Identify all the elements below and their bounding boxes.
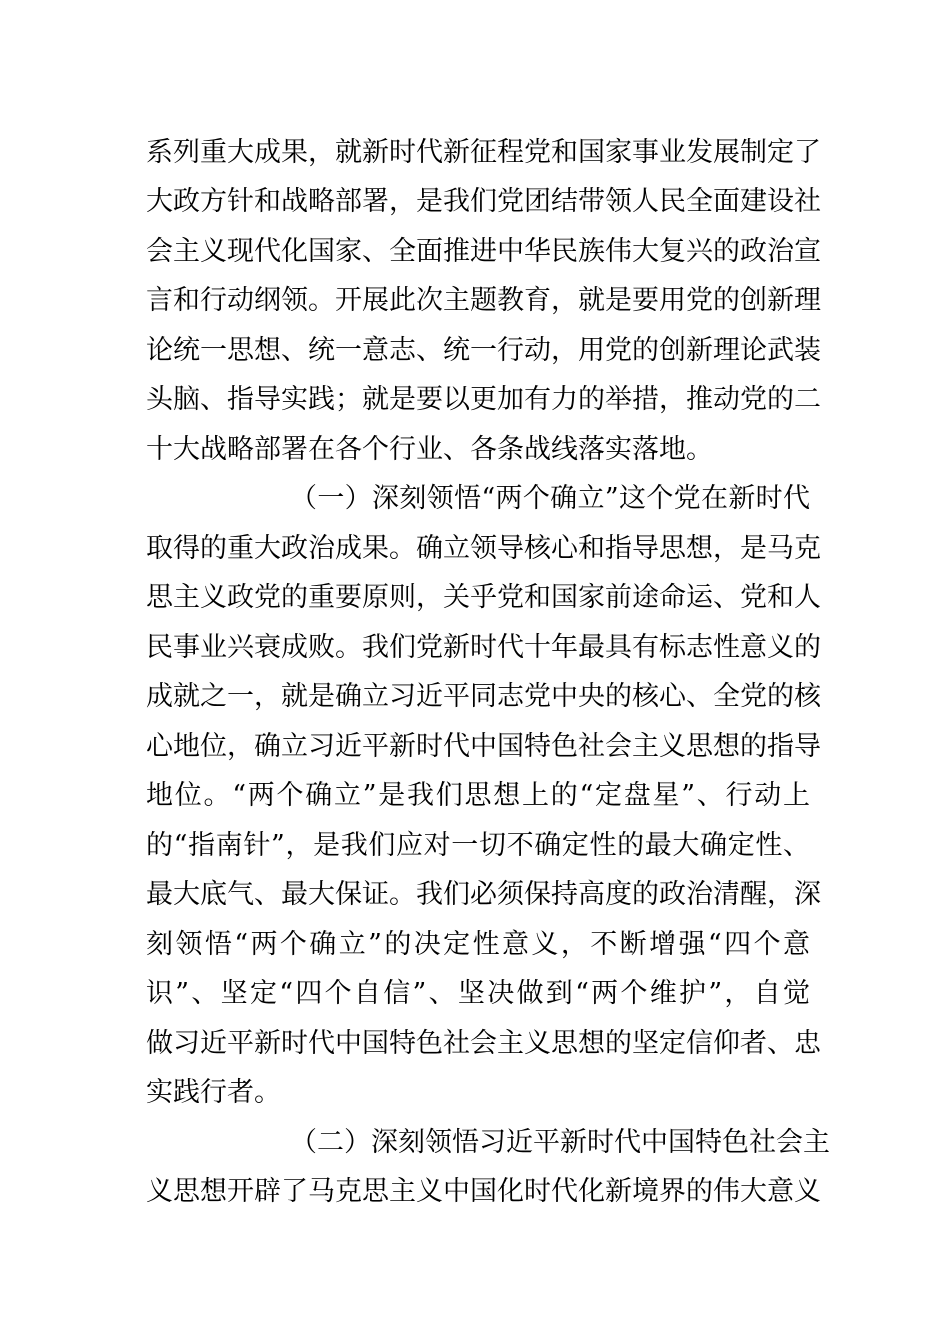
section-heading-2: （二）深刻领悟习近平新时代中国特色社会主 [290,1127,830,1158]
text-line: 的“指南针”，是我们应对一切不确定性的最大确定性、 [146,830,810,861]
text-line: 民事业兴衰成败。我们党新时代十年最具有标志性意义的 [146,632,821,663]
text-line: 头脑、指导实践；就是要以更加有力的举措，推动党的二 [146,384,821,415]
text-line: 论统一思想、统一意志、统一行动，用党的创新理论武装 [146,335,821,366]
text-line: 系列重大成果，就新时代新征程党和国家事业发展制定了 [146,137,821,168]
text-line: 大政方针和战略部署，是我们党团结带领人民全面建设社 [146,186,821,217]
text-line: 十大战略部署在各个行业、各条战线落实落地。 [146,434,713,465]
section-heading-1: （一）深刻领悟“两个确立”这个党在新时代 [290,483,810,514]
text-line: 思主义政党的重要原则，关乎党和国家前途命运、党和人 [146,582,821,613]
text-line: 心地位，确立习近平新时代中国特色社会主义思想的指导 [146,731,821,762]
text-line: 会主义现代化国家、全面推进中华民族伟大复兴的政治宣 [146,236,821,267]
text-line: 言和行动纲领。开展此次主题教育，就是要用党的创新理 [146,285,821,316]
text-line: 识”、坚定“四个自信”、坚决做到“两个维护”，自觉 [146,978,810,1009]
text-line: 取得的重大政治成果。确立领导核心和指导思想，是马克 [146,533,821,564]
text-line: 成就之一，就是确立习近平同志党中央的核心、全党的核 [146,681,821,712]
text-line: 刻领悟“两个确立”的决定性意义，不断增强“四个意 [146,929,810,960]
text-line: 地位。“两个确立”是我们思想上的“定盘星”、行动上 [146,780,810,811]
text-line: 最大底气、最大保证。我们必须保持高度的政治清醒，深 [146,879,821,910]
text-line: 做习近平新时代中国特色社会主义思想的坚定信仰者、忠 [146,1028,821,1059]
text-line: 义思想开辟了马克思主义中国化时代化新境界的伟大意义 [146,1176,821,1207]
text-line: 实践行者。 [146,1077,281,1108]
